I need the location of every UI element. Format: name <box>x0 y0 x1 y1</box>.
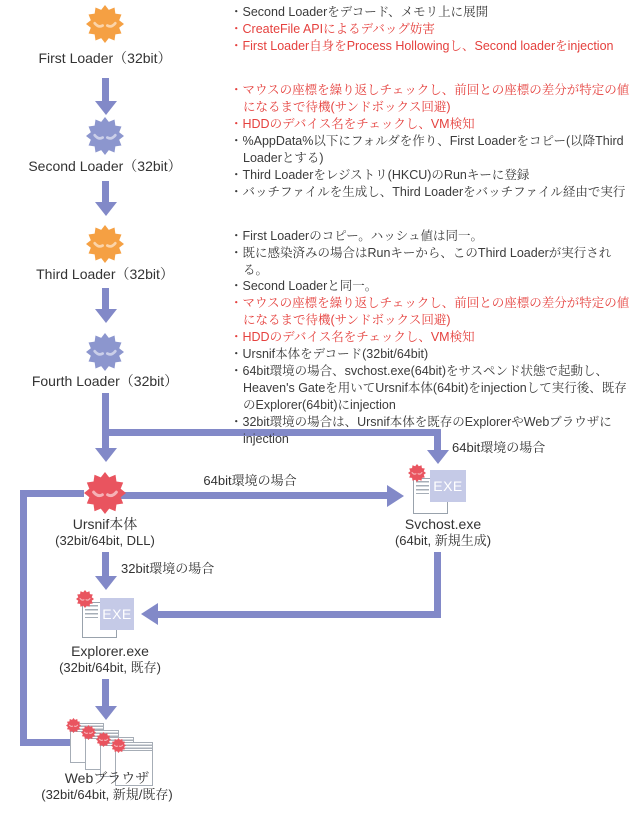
note-line: ・HDDのデバイス名をチェックし、VM検知 <box>230 117 475 131</box>
malware-badge-icon <box>408 464 426 482</box>
note-line: ・マウスの座標を繰り返しチェックし、前回との座標の差分が特定の値になるまで待機(サンドボックス回避) <box>230 296 630 327</box>
elbow-ursnif-left <box>20 490 84 497</box>
note-line: ・First Loader自身をProcess Hollowingし、Second loaderをinjection <box>230 39 614 53</box>
arrow-ursnif-to-svchost <box>120 492 387 499</box>
note-line: ・バッチファイルを生成し、Third Loaderをバッチファイル経由で実行 <box>230 185 626 199</box>
arrowhead-second-to-third <box>95 202 117 216</box>
exe-badge: EXE <box>430 470 466 502</box>
arrowhead-ursnif-to-svchost <box>387 485 404 507</box>
note-line: ・Second Loaderをデコード、メモリ上に展開 <box>230 5 489 19</box>
malware-icon-second-loader <box>86 117 124 155</box>
note-line: ・64bit環境の場合、svchost.exe(64bit)をサスペンド状態で起動し、Heaven's Gateを用いてUrsnif本体(64bit)をinjectionして実行後、既存のExplorer(64bit)にinjection <box>230 364 627 412</box>
note-line: ・First Loaderのコピー。ハッシュ値は同一。 <box>230 229 483 243</box>
notes-first-loader <box>230 4 634 55</box>
label-ursnif-title: Ursnif本体 <box>72 516 138 532</box>
malware-icon-fourth-loader <box>86 333 124 371</box>
arrow-svchost-to-explorer <box>158 611 441 618</box>
arrow-second-to-third <box>102 181 109 203</box>
label-first-loader: First Loader（32bit） <box>38 50 172 66</box>
label-explorer-title: Explorer.exe <box>71 643 149 659</box>
label-explorer-subtitle: (32bit/64bit, 既存) <box>59 660 161 675</box>
exe-badge: EXE <box>100 598 134 630</box>
note-line: ・HDDのデバイス名をチェックし、VM検知 <box>230 330 475 344</box>
arrow-third-to-fourth <box>102 288 109 310</box>
note-line: ・Second Loaderと同一。 <box>230 279 378 293</box>
line-svchost-down <box>434 552 441 618</box>
arrowhead-branch-to-svchost <box>427 450 449 464</box>
arrowhead-fourth-to-ursnif <box>95 448 117 462</box>
arrowhead-first-to-second <box>95 101 117 115</box>
label-second-loader: Second Loader（32bit） <box>28 158 182 174</box>
label-fourth-loader: Fourth Loader（32bit） <box>31 373 179 389</box>
notes-fourth-loader <box>230 278 634 448</box>
note-line: ・32bit環境の場合は、Ursnif本体を既存のExplorerやWebブラウザにinjection <box>230 415 612 446</box>
elbow-bottom-horizontal <box>20 739 70 746</box>
edge-label-ursnif-svchost-64bit: 64bit環境の場合 <box>203 473 297 488</box>
note-line: ・%AppData%以下にフォルダを作り、First Loaderをコピー(以降Third Loaderとする) <box>230 134 624 165</box>
malware-badge-icon <box>66 718 81 733</box>
label-browser-subtitle: (32bit/64bit, 新規/既存) <box>41 787 173 802</box>
edge-label-ursnif-explorer-32bit: 32bit環境の場合 <box>121 561 215 576</box>
malware-badge-icon <box>111 738 126 753</box>
explorer-node <box>78 592 136 642</box>
edge-label-branch-64bit: 64bit環境の場合 <box>452 440 546 455</box>
label-third-loader: Third Loader（32bit） <box>36 266 174 282</box>
arrowhead-explorer-to-browser <box>95 706 117 720</box>
note-line: ・CreateFile APIによるデバッグ妨害 <box>230 22 435 36</box>
label-browser-title: Webブラウザ <box>64 770 150 786</box>
malware-icon-ursnif <box>84 472 126 514</box>
notes-second-loader <box>230 82 634 201</box>
malware-icon-first-loader <box>86 5 124 43</box>
note-line: ・既に感染済みの場合はRunキーから、このThird Loaderが実行される。 <box>230 246 612 277</box>
malware-badge-icon <box>76 590 94 608</box>
malware-icon-third-loader <box>86 225 124 263</box>
malware-badge-icon <box>96 732 111 747</box>
arrowhead-third-to-fourth <box>95 309 117 323</box>
notes-third-loader <box>230 228 634 279</box>
label-svchost-title: Svchost.exe <box>404 516 482 532</box>
label-svchost-subtitle: (64bit, 新規生成) <box>394 533 492 548</box>
note-line: ・Third Loaderをレジストリ(HKCU)のRunキーに登録 <box>230 168 530 182</box>
arrow-ursnif-to-explorer <box>102 552 109 577</box>
arrow-fourth-to-ursnif <box>102 393 109 449</box>
malware-badge-icon <box>81 725 96 740</box>
arrow-explorer-to-browser <box>102 679 109 707</box>
arrowhead-ursnif-to-explorer <box>95 576 117 590</box>
arrowhead-svchost-to-explorer <box>141 603 158 625</box>
note-line: ・マウスの座標を繰り返しチェックし、前回との座標の差分が特定の値になるまで待機(サンドボックス回避) <box>230 83 630 114</box>
note-line: ・Ursnif本体をデコード(32bit/64bit) <box>230 347 429 361</box>
arrow-first-to-second <box>102 78 109 102</box>
label-ursnif-subtitle: (32bit/64bit, DLL) <box>55 533 155 548</box>
svchost-node <box>410 466 468 516</box>
